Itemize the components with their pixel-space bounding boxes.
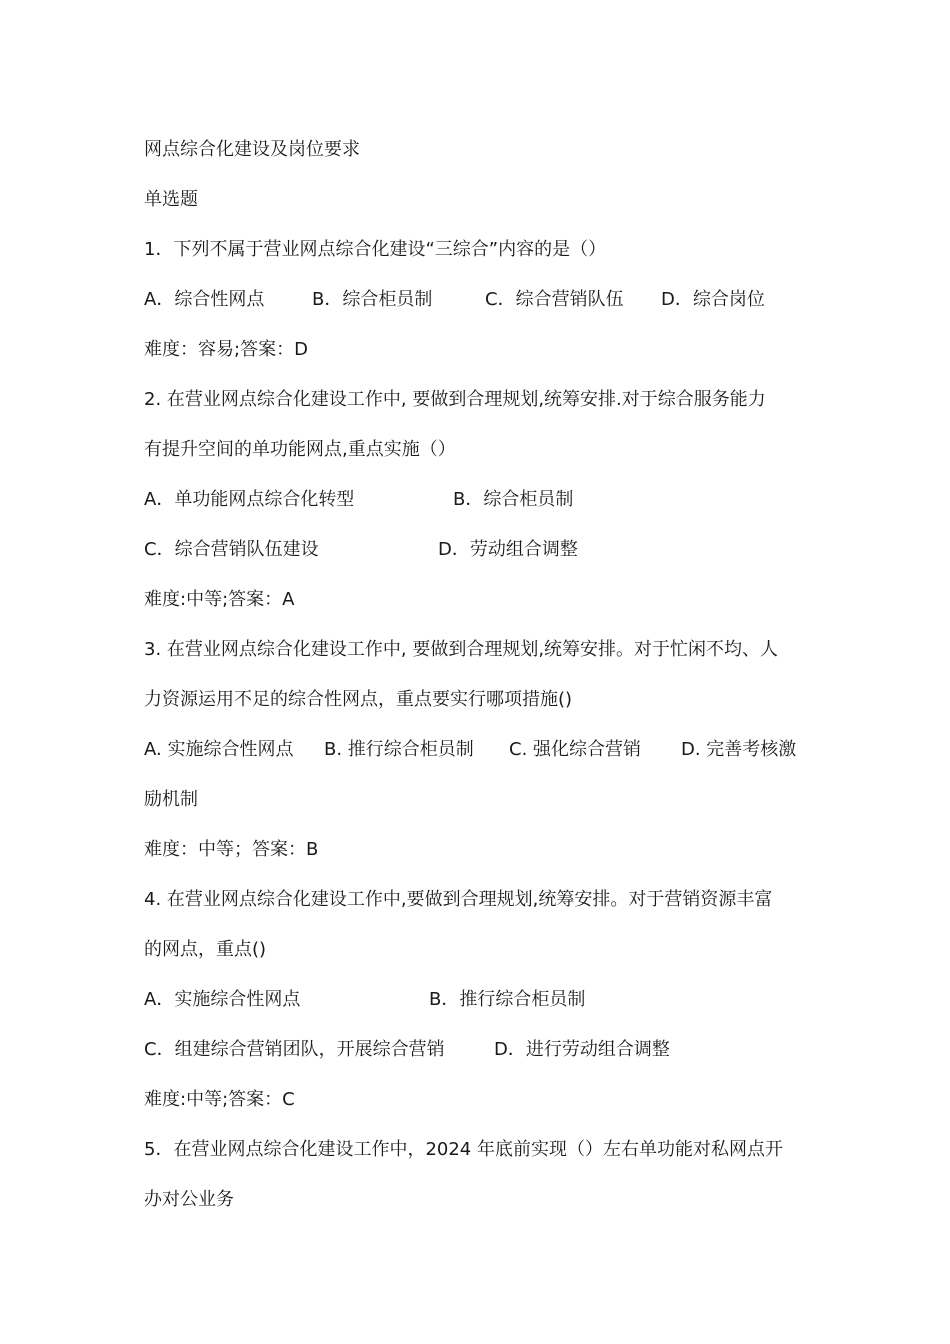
question-3-option-d: D. 完善考核激	[681, 739, 797, 760]
question-1-answer: 难度：容易;答案：D	[144, 339, 308, 360]
question-4-option-d: D．进行劳动组合调整	[494, 1039, 670, 1060]
question-4-option-c: C．组建综合营销团队，开展综合营销	[144, 1039, 445, 1060]
question-4-stem-line-2: 的网点，重点()	[144, 939, 267, 960]
question-5-stem-line-1: 5．在营业网点综合化建设工作中，2024 年底前实现（）左右单功能对私网点开	[144, 1139, 783, 1160]
question-4-option-a: A．实施综合性网点	[144, 989, 301, 1010]
question-3-option-a: A. 实施综合性网点	[144, 739, 294, 760]
question-2-answer: 难度:中等;答案：A	[144, 589, 295, 610]
question-4-stem-line-1: 4. 在营业网点综合化建设工作中,要做到合理规划,统筹安排。对于营销资源丰富	[144, 889, 773, 910]
question-1-option-a: A．综合性网点	[144, 289, 265, 310]
question-1-option-c: C．综合营销队伍	[485, 289, 624, 310]
question-1-stem: 1．下列不属于营业网点综合化建设“三综合”内容的是（）	[144, 239, 607, 260]
question-2-option-b: B．综合柜员制	[453, 489, 574, 510]
section-heading: 单选题	[144, 189, 198, 210]
question-5-stem-line-2: 办对公业务	[144, 1189, 234, 1210]
question-2-option-d: D．劳动组合调整	[438, 539, 578, 560]
question-2-option-a: A．单功能网点综合化转型	[144, 489, 355, 510]
question-3-option-b: B. 推行综合柜员制	[324, 739, 474, 760]
question-2-option-c: C．综合营销队伍建设	[144, 539, 319, 560]
question-3-option-c: C. 强化综合营销	[509, 739, 642, 760]
question-1-option-d: D．综合岗位	[661, 289, 765, 310]
question-3-stem-line-2: 力资源运用不足的综合性网点，重点要实行哪项措施()	[144, 689, 573, 710]
question-2-stem-line-2: 有提升空间的单功能网点,重点实施（）	[144, 439, 456, 460]
question-3-stem-line-1: 3. 在营业网点综合化建设工作中, 要做到合理规划,统筹安排。对于忙闲不均、人	[144, 639, 779, 660]
question-4-option-b: B．推行综合柜员制	[429, 989, 586, 1010]
question-3-option-d-wrap: 励机制	[144, 789, 198, 810]
question-3-answer: 难度：中等；答案：B	[144, 839, 319, 860]
question-2-stem-line-1: 2. 在营业网点综合化建设工作中, 要做到合理规划,统筹安排.对于综合服务能力	[144, 389, 766, 410]
question-4-answer: 难度:中等;答案：C	[144, 1089, 295, 1110]
document-title: 网点综合化建设及岗位要求	[144, 139, 360, 160]
question-1-option-b: B．综合柜员制	[312, 289, 433, 310]
